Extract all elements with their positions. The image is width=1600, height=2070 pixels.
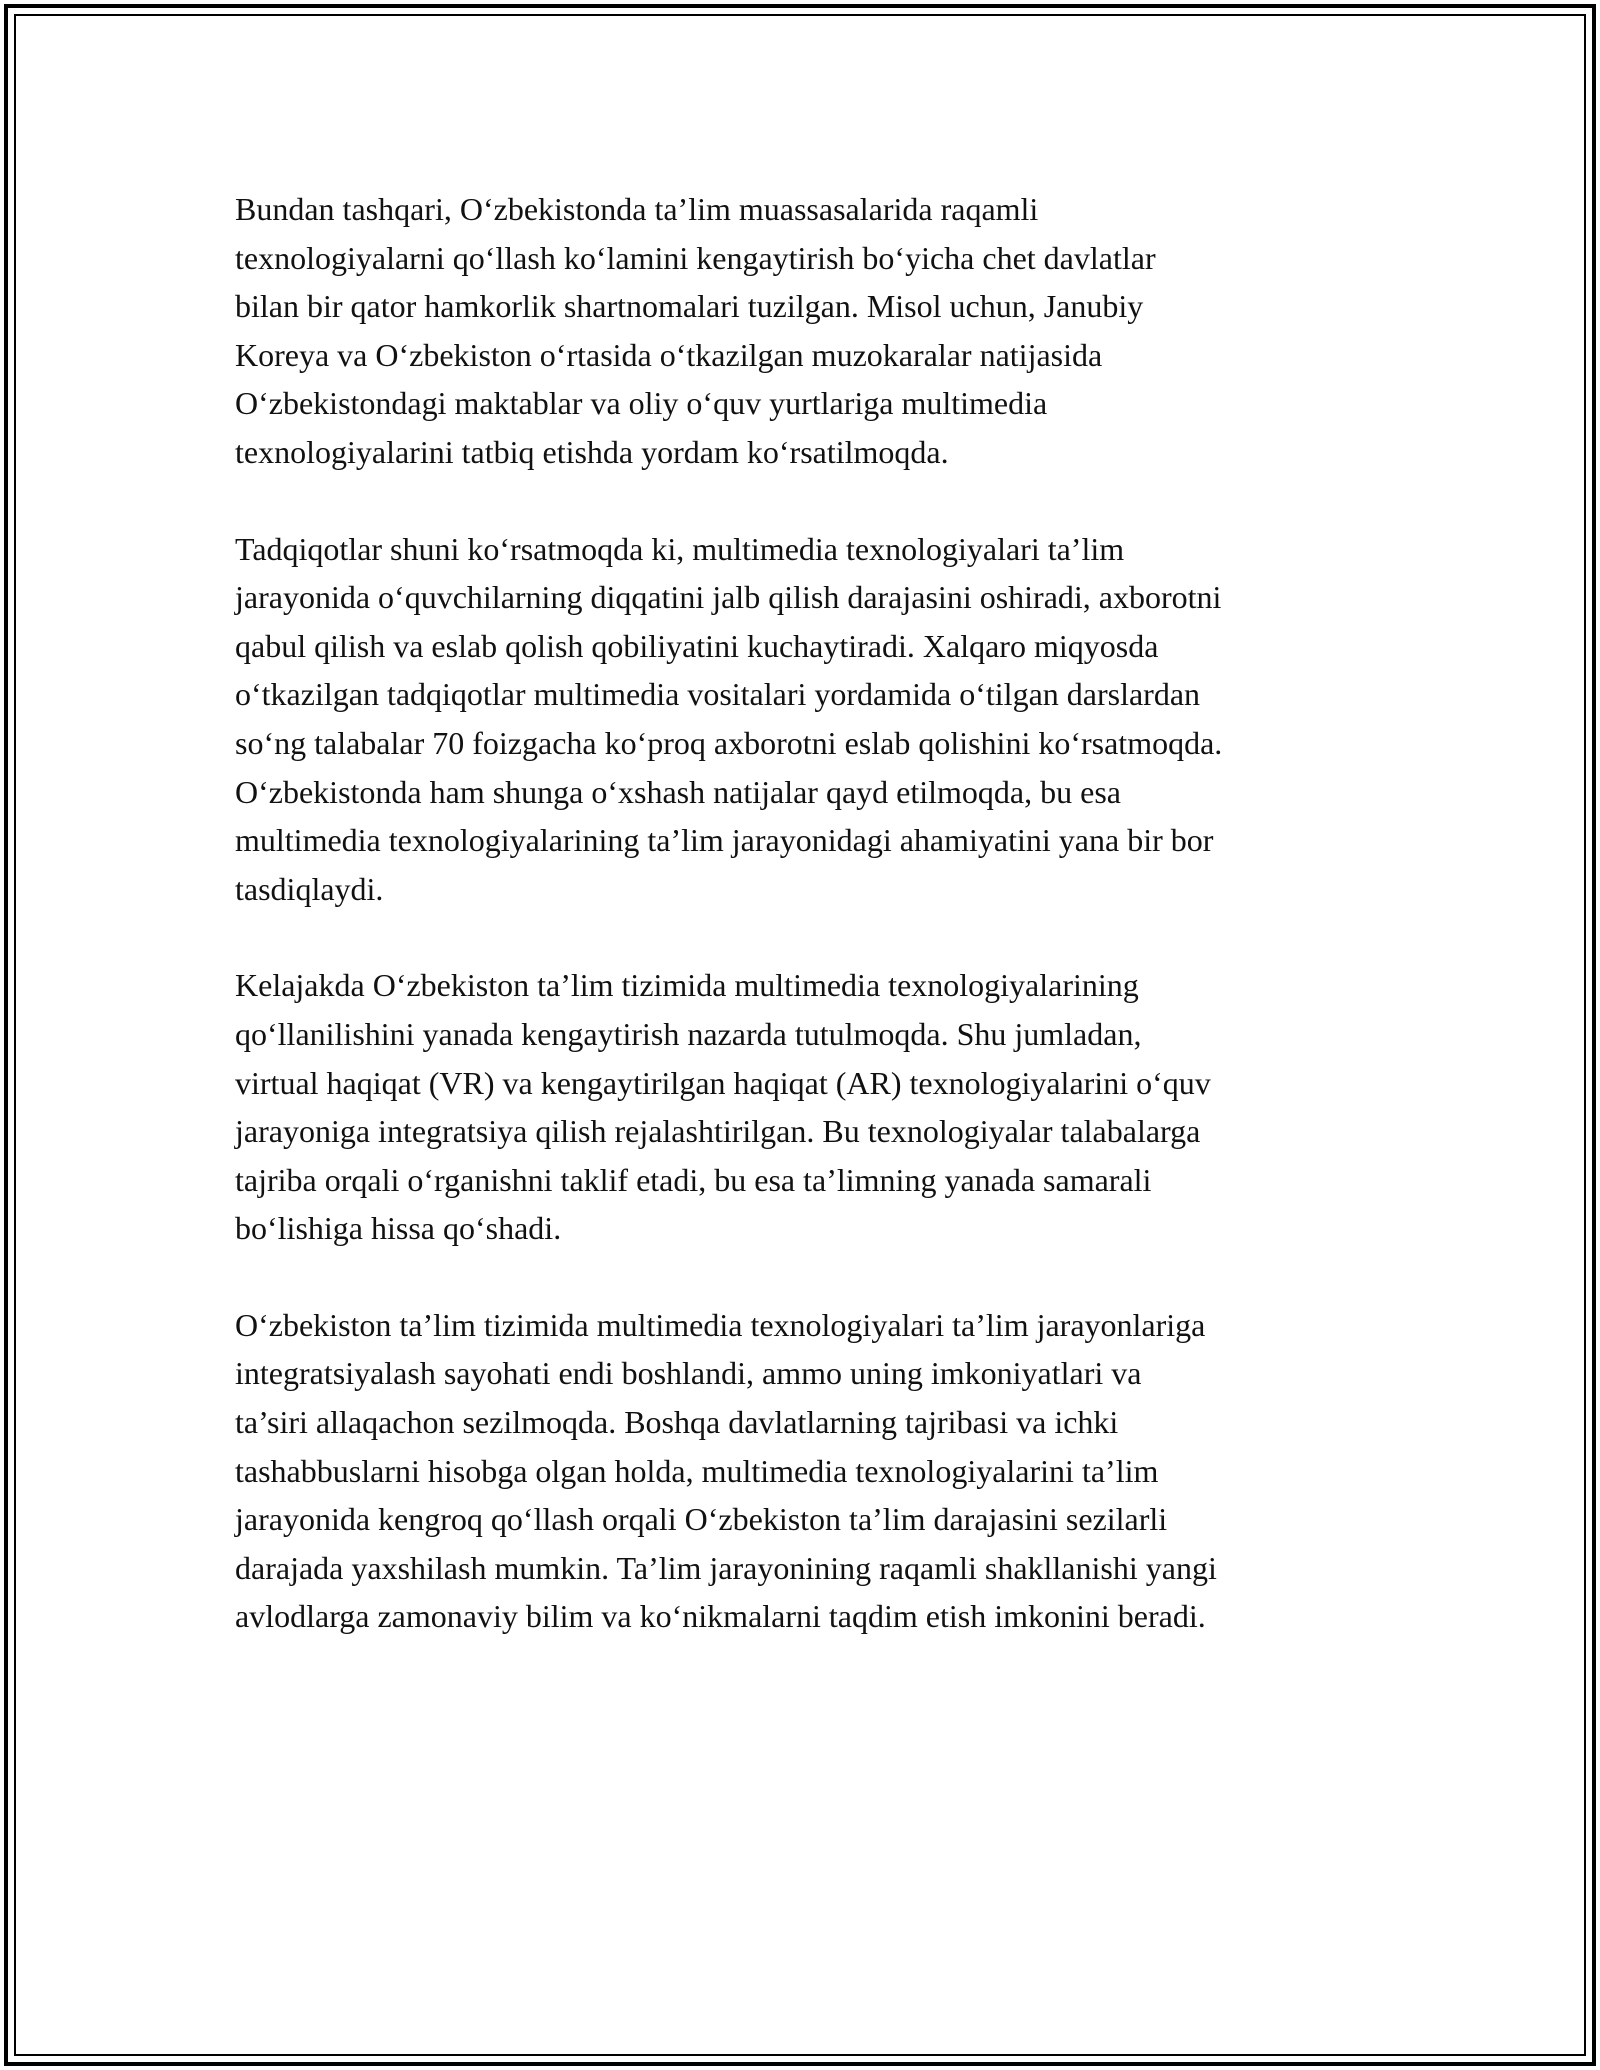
text-line: avlodlarga zamonaviy bilim va ko‘nikmalarni taqdim etish imkonini beradi. bbox=[235, 1598, 1206, 1635]
paragraph-1 bbox=[235, 185, 1375, 477]
text-line: bilan bir qator hamkorlik shartnomalari tuzilgan. Misol uchun, Janubiy bbox=[235, 288, 1144, 325]
text-line: o‘tkazilgan tadqiqotlar multimedia vositalari yordamida o‘tilgan darslardan bbox=[235, 676, 1201, 713]
text-line: multimedia texnologiyalarining ta’lim jarayonidagi ahamiyatini yana bir bor bbox=[235, 822, 1214, 859]
paragraph-2 bbox=[235, 525, 1375, 914]
text-line: Koreya va O‘zbekiston o‘rtasida o‘tkazilgan muzokaralar natijasida bbox=[235, 336, 1103, 373]
paragraph-3 bbox=[235, 961, 1375, 1253]
paragraph-4 bbox=[235, 1301, 1375, 1641]
text-line: darajada yaxshilash mumkin. Ta’lim jarayonining raqamli shakllanishi yangi bbox=[235, 1549, 1217, 1586]
text-line: bo‘lishiga hissa qo‘shadi. bbox=[235, 1210, 562, 1247]
text-line: tashabbuslarni hisobga olgan holda, multimedia texnologiyalarini ta’lim bbox=[235, 1452, 1159, 1489]
text-line: Bundan tashqari, O‘zbekistonda ta’lim muassasalarida raqamli bbox=[235, 191, 1039, 227]
text-line: jarayonida kengroq qo‘llash orqali O‘zbekiston ta’lim darajasini sezilarli bbox=[235, 1501, 1168, 1538]
text-line: ta’siri allaqachon sezilmoqda. Boshqa davlatlarning tajribasi va ichki bbox=[235, 1404, 1119, 1441]
text-line: texnologiyalarini tatbiq etishda yordam ko‘rsatilmoqda. bbox=[235, 433, 949, 470]
text-line: Kelajakda O‘zbekiston ta’lim tizimida multimedia texnologiyalarining bbox=[235, 967, 1139, 1004]
text-line: O‘zbekistondagi maktablar va oliy o‘quv yurtlariga multimedia bbox=[235, 385, 1048, 422]
text-line: O‘zbekiston ta’lim tizimida multimedia texnologiyalari ta’lim jarayonlariga bbox=[235, 1306, 1206, 1343]
text-line: O‘zbekistonda ham shunga o‘xshash natijalar qayd etilmoqda, bu esa bbox=[235, 773, 1121, 810]
text-line: qo‘llanilishini yanada kengaytirish nazarda tutulmoqda. Shu jumladan, bbox=[235, 1015, 1142, 1052]
text-line: tajriba orqali o‘rganishni taklif etadi, bu esa ta’limning yanada samarali bbox=[235, 1161, 1152, 1198]
text-line: jarayonida o‘quvchilarning diqqatini jalb qilish darajasini oshiradi, axborotni bbox=[235, 579, 1222, 616]
text-line: qabul qilish va eslab qolish qobiliyatini kuchaytiradi. Xalqaro miqyosda bbox=[235, 627, 1159, 664]
text-line: jarayoniga integratsiya qilish rejalashtirilgan. Bu texnologiyalar talabalarga bbox=[235, 1113, 1201, 1150]
text-line: texnologiyalarni qo‘llash ko‘lamini kengaytirish bo‘yicha chet davlatlar bbox=[235, 239, 1156, 276]
text-line: so‘ng talabalar 70 foizgacha ko‘proq axborotni eslab qolishini ko‘rsatmoqda. bbox=[235, 724, 1223, 761]
text-line: integratsiyalash sayohati endi boshlandi, ammo uning imkoniyatlari va bbox=[235, 1355, 1142, 1392]
text-line: tasdiqlaydi. bbox=[235, 870, 384, 907]
text-line: virtual haqiqat (VR) va kengaytirilgan haqiqat (AR) texnologiyalarini o‘quv bbox=[235, 1064, 1211, 1101]
text-line: Tadqiqotlar shuni ko‘rsatmoqda ki, multimedia texnologiyalari ta’lim bbox=[235, 530, 1125, 567]
document-body bbox=[235, 185, 1375, 1689]
